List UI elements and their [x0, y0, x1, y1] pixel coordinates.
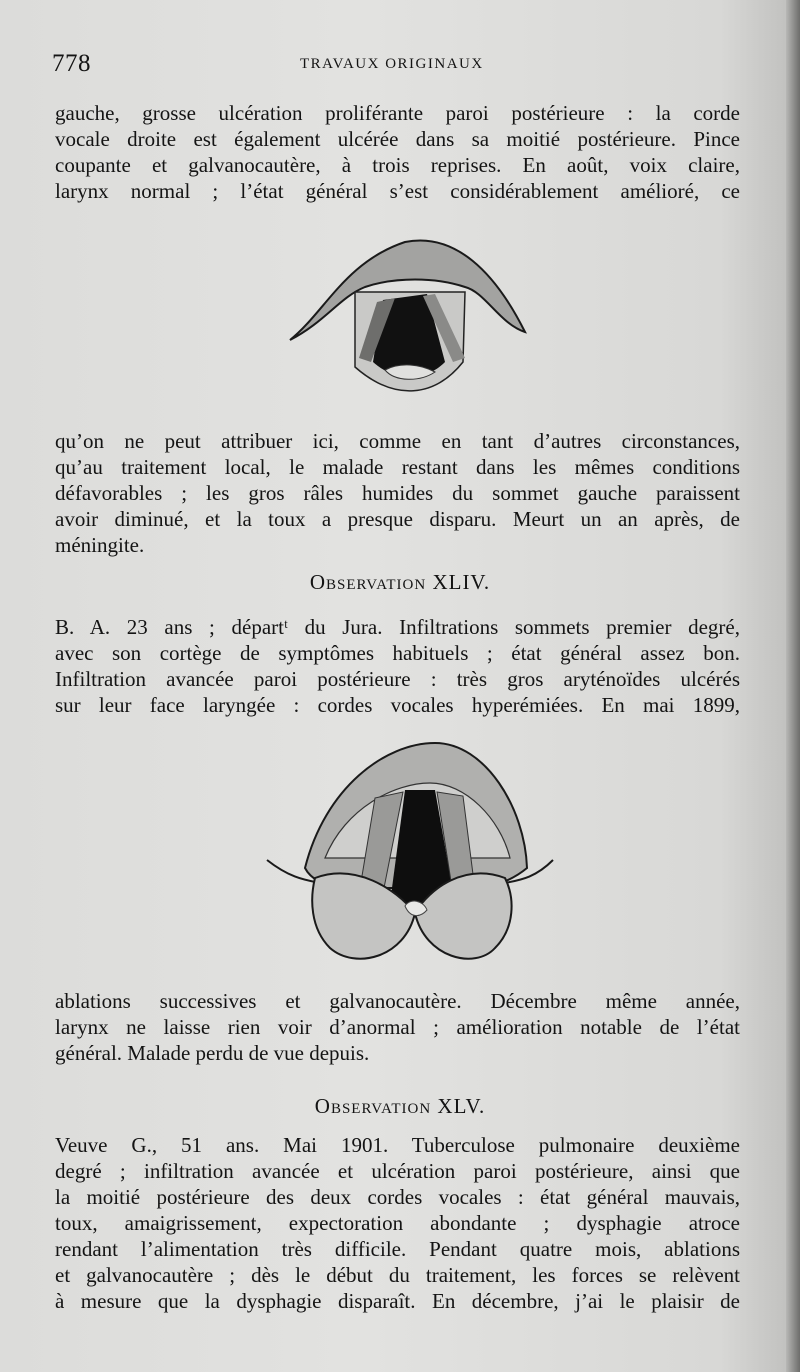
- text-line: qu’on ne peut attribuer ici, comme en tant d’autres circonstances,: [55, 429, 740, 453]
- text-line: la moitié postérieure des deux cordes vocales : état général mauvais,: [55, 1185, 740, 1209]
- page-header: [52, 50, 752, 82]
- text-line: général. Malade perdu de vue depuis.: [55, 1041, 370, 1065]
- text-line: avoir diminué, et la toux a presque disparu. Meurt un an après, de: [55, 507, 740, 531]
- text-line: défavorables ; les gros râles humides du sommet gauche paraissent: [55, 481, 740, 505]
- section-heading-observation-45: Observation XLV.: [314, 1094, 486, 1118]
- larynx-illustration-2: [265, 738, 555, 970]
- text-line: larynx ne laisse rien voir d’anormal ; amélioration notable de l’état: [55, 1015, 740, 1039]
- text-line: avec son cortège de symptômes habituels ; état général assez bon.: [55, 641, 740, 665]
- text-line: B. A. 23 ans ; départᵗ du Jura. Infiltrations sommets premier degré,: [55, 615, 740, 639]
- text-line: rendant l’alimentation très difficile. Pendant quatre mois, ablations: [55, 1237, 740, 1261]
- text-line: ablations successives et galvanocautère. Décembre même année,: [55, 989, 740, 1013]
- paragraph-3: [55, 614, 740, 718]
- text-line: qu’au traitement local, le malade restant dans les mêmes conditions: [55, 455, 740, 479]
- page-number: 778: [52, 50, 91, 77]
- text-line: degré ; infiltration avancée et ulcération paroi postérieure, ainsi que: [55, 1159, 740, 1183]
- paragraph-4: [55, 988, 740, 1066]
- text-line: Veuve G., 51 ans. Mai 1901. Tuberculose pulmonaire deuxième: [55, 1133, 740, 1157]
- paragraph-1: [55, 100, 740, 204]
- text-line: larynx normal ; l’état général s’est considérablement amélioré, ce: [55, 179, 740, 203]
- larynx-illustration-1: [285, 232, 535, 402]
- paragraph-5: [55, 1132, 740, 1314]
- running-head: TRAVAUX ORIGINAUX: [300, 56, 484, 72]
- text-line: coupante et galvanocautère, à trois reprises. En août, voix claire,: [55, 153, 740, 177]
- text-line: toux, amaigrissement, expectoration abondante ; dysphagie atroce: [55, 1211, 740, 1235]
- section-heading-observation-44: Observation XLIV.: [309, 570, 491, 594]
- text-line: gauche, grosse ulcération proliférante paroi postérieure : la corde: [55, 101, 740, 125]
- text-line: Infiltration avancée paroi postérieure : très gros aryténoïdes ulcérés: [55, 667, 740, 691]
- paragraph-2: [55, 428, 740, 558]
- text-line: et galvanocautère ; dès le début du traitement, les forces se relèvent: [55, 1263, 740, 1287]
- text-line: vocale droite est également ulcérée dans sa moitié postérieure. Pince: [55, 127, 740, 151]
- text-line: à mesure que la dysphagie disparaît. En décembre, j’ai le plaisir de: [55, 1289, 740, 1313]
- text-line: méningite.: [55, 533, 145, 557]
- page-binding-shadow: [786, 0, 800, 1372]
- text-line: sur leur face laryngée : cordes vocales hyperémiées. En mai 1899,: [55, 693, 740, 717]
